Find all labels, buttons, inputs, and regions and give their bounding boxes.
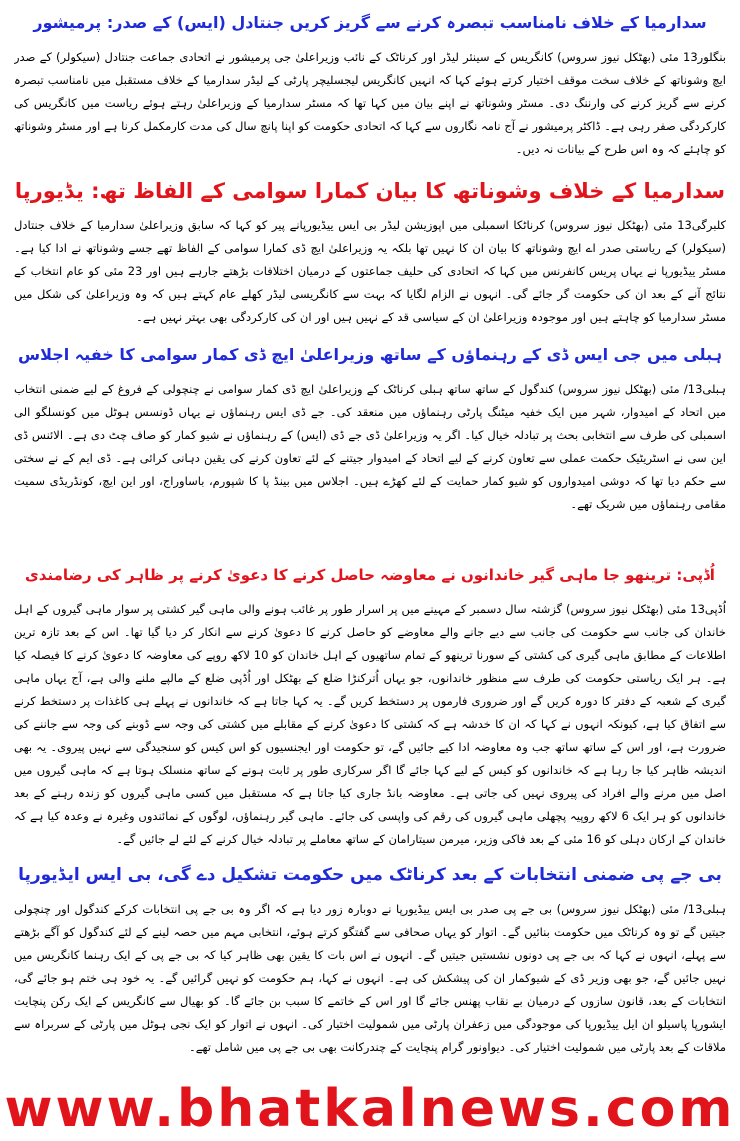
article-5 xyxy=(14,856,726,1059)
article-1-body: بنگلور13 مئی (بھٹکل نیوز سروس) کانگریس کے سینئر لیڈر اور کرناٹک کے نائب وزیراعلیٰ جی پرمیشور نے اتحادی جماعت جنتادل (سیکولر) کے صدر ایچ وشوناتھ کے خلاف سخت موقف اختیار کرتے ہوئے کہا کہ انہیں کانگریس لیجسلیچر پارٹی کے لیڈر سدارمیا کے خلاف مستقبل میں نامناسب تبصرہ کرنے سے گریز کرنے کی وارننگ دی۔ مسٹر وشوناتھ نے اپنے بیان میں کہا تھا کہ مسٹر سدارمیا کے وزیراعلیٰ رہتے ہوئے ریاست میں کانگریس کی کارکردگی صفر رہی ہے۔ ڈاکٹر پرمیشور نے آج نامہ نگاروں سے کہا کہ اتحادی حکومت کو اپنا پانچ سال کی مدت کارمکمل کرنا ہے اور مسٹر وشوناتھ کو چاہئے کہ وہ اس طرح کے بیانات نہ دیں۔ xyxy=(14,50,726,156)
article-3-body: ہبلی13/ مئی (بھٹکل نیوز سروس) کندگول کے ساتھ ساتھ ہبلی کرناٹک کے وزیراعلیٰ ایچ ڈی کمار سوامی نے چنچولی کے فروغ کے لیے ضمنی انتخاب میں اتحاد کے امیدوار، شہر میں ایک خفیہ میٹنگ پارٹی رہنماؤں میں منعقد کی۔ جے ڈی ایس رہنماؤں نے یہاں ڈونسس ہوٹل میں کونسلگو الی اسمبلی کی طرف سے انتخابی بحث پر تبادلہ خیال کیا۔ اگر یہ وزیراعلیٰ ڈی جے ڈی (ایس) کے رہنماؤں نے شیو کمار کو صاف چٹ دی ہے۔ الائنس ڈی این سی نے اسٹریٹیک حکمت عملی سے تعاون کرنے کے لیے اتحاد کے امیدوار جیتنے کے لئے تعاون کرنے کی یقین دہانی کرائی ہے۔ ڈی ایم کے نے سختی سے حکم دیا تھا کہ دوشی امیدواروں کو شیو کمار حمایت کے لئے کھڑے ہیں۔ اجلاس میں بینڈ پا کا شپورم، باساوراج، اور این ایچ، کونڈریڈی سمیت مقامی رہنماؤں میں شریک تھے۔ xyxy=(14,382,726,511)
article-3-headline: ہبلی میں جی ایس ڈی کے رہنماؤں کے ساتھ وزیراعلیٰ ایچ ڈی کمار سوامی کا خفیہ اجلاس xyxy=(17,345,722,364)
article-2-headline: سدارمیا کے خلاف وشوناتھ کا بیان کمارا سوامی کے الفاظ تھ: یڈیورپا xyxy=(14,179,726,203)
article-4-headline: اُڈپی: ترینھو جا ماہی گیر خاندانوں نے معاوضہ حاصل کرنے کا دعویٰ کرنے پر ظاہر کی رضامندی xyxy=(25,566,715,584)
article-2 xyxy=(14,172,726,329)
article-5-headline: بی جے پی ضمنی انتخابات کے بعد کرناٹک میں حکومت تشکیل دے گی، بی ایس ایڈیورپا xyxy=(18,865,722,885)
article-4-body: اُڈپی13 مئی (بھٹکل نیوز سروس) گزشتہ سال دسمبر کے مہینے میں پر اسرار طور پر غائب ہونے والی ماہی گیر کشتی پر سوار ماہی گیروں کے اہل خاندان کی جانب سے حکومت کی جانب سے دیے جانے والے معاوضے کو حاصل کرنے کا دعویٰ کرنے سے انکار کر دیا گیا تھا۔ اس کے بعد تازہ ترین اطلاعات کے مطابق ماہی گیری کی کشتی کے سورنا ترینھو کے تمام ساتھیوں کے اہل خاندان کو 10 لاکھ روپے کی معاوضہ کا دعویٰ کرنے کا فیصلہ کیا ہے۔ ہر ایک ریاستی حکومت کی طرف سے منظور خاندانوں، جو یہاں اُترکنڑا ضلع کے بھٹکل اور اُڈپی ضلع کے مالپے ملنے والی ہے، آج یہاں ماہی گیری کے شعبہ کے دفتر کا دورہ کریں گے اور ضروری فارموں پر دستخط کریں گے۔ یہ کہا جاتا ہے کہ خاندانوں نے پہلے ہی کاغذات پر دستخط کرنے سے اتفاق کیا ہے، کیونکہ انہوں نے کہا کہ ان کا خدشہ ہے کہ کشتی کا دعویٰ کرنے کے مقابلے میں کشتی کی وجہ سے ڈوبنے کی وجہ سے جاننے کی ضرورت ہے، اور اس کے ساتھ ساتھ جب وہ معاوضہ ادا کیے جائیں گے، تو حکومت اور ایجنسیوں کو اس کیس کو سنجیدگی سے نہیں پیروی۔ یہ بھی اندیشہ ظاہر کیا جا رہا ہے کہ خاندانوں کو کیس کے لیے کہا جائے گا اگر سرکاری طور پر ثابت ہونے کے ساتھ منسلک ہوتا ہے کہ ماہی گیروں میں اصل میں مرنے والے افراد کی پیروی نہیں کی جاتی ہے۔ معاوضہ بانڈ جاری کیا جاتا ہے کہ مستقبل میں کسی ماہی گیروں کو زندہ رہنے کے بعد خاندانوں کو ہر ایک 6 لاکھ روپیہ پچھلی ماہی گیروں کی رقم کی واپسی کی جائے۔ ماہی گیر رہنماؤں، لوگوں کے نمائندوں وغیرہ نے وعدہ کیا ہے کہ خاندان کے ارکان دہلی کو 16 مئی کے بعد فاکی وزیر، میرمن سیتارامان کے ساتھ معاملے پر تبادلہ خیال کرنے کے لئے لے جائیں گے۔ xyxy=(14,602,726,846)
article-5-body: ہبلی13/ مئی (بھٹکل نیوز سروس) بی جے پی صدر بی ایس ییڈیورپا نے دوبارہ زور دیا ہے کہ اگر وہ بی جے پی انتخابات کرکے کندگول اور چنچولی جیتیں گے تو وہ کرناٹک میں حکومت بنائیں گے۔ اتوار کو یہاں صحافی سے گفتگو کرتے ہوئے، انتخابی مہم میں حصہ لینے کے لئے کندگول کو آگے بڑھتے سے پہلے، انہوں نے کہا کہ بی جے پی دونوں نشستیں جیتیں گے۔ انہوں نے اس بات کا یقین بھی ظاہر کیا کہ بی جے پی کے ایک رہنما کانگریس میں نہیں جائیں گے، جو بھی وزیر ڈی کے شیوکمار ان کی پیشکش کی ہے۔ انہوں نے کہا، ہم حکومت کو نہیں گرائیں گے۔ یہ خود ہی ختم ہو جائے گی، انتخابات کے بعد، قانون سازوں کے درمیان بے نقاب پھنس جائے گا اور اس کے خاتمے کا سبب بن جائے گا۔ کو بھیال سے کانگریس کے ایک رکن پنچایت ایشورپا پاسیلو ان ایل ییڈیورپا کی موجودگی میں زعفران پارٹی میں شمولیت اختیار کی۔ انہوں نے اتوار کو ایک نجی ہوٹل میں پارٹی کے سربراہ سے ملاقات کے بعد پارٹی میں شمولیت اختیار کی۔ دیواونور گرام پنچایت کے چندرکانت بھی بی جے پی میں شامل تھے۔ xyxy=(14,902,726,1054)
article-1-headline: سدارمیا کے خلاف نامناسب تبصرہ کرنے سے گریز کریں جنتادل (ایس) کے صدر: پرمیشور xyxy=(33,13,707,32)
website-link[interactable]: www.bhatkalnews.com xyxy=(4,1079,736,1139)
article-3 xyxy=(14,336,726,516)
article-1 xyxy=(14,4,726,161)
article-2-body: کلبرگی13 مئی (بھٹکل نیوز سروس) کرناٹکا اسمبلی میں اپوزیشن لیڈر بی ایس ییڈیورپانے پیر کو کہا کہ سابق وزیراعلیٰ سدارمیا کے خلاف جنتادل (سیکولر) کے ریاستی صدر اے ایچ وشوناتھ کا بیان ان کا نہیں تھا بلکہ یہ وزیراعلیٰ ایچ ڈی کمارا سوامی کے الفاظ تھے جسے وشوناتھ نے ادا کیا ہے۔ مسٹر ییڈیورپا نے یہاں پریس کانفرنس میں کہا کہ اتحادی کی حلیف جماعتوں کے درمیان اختلافات بڑھتے جارہے ہیں اور 23 مئی کو عام انتخاب کے نتائج آنے کے بعد ان کی حکومت گر جائے گی۔ انہوں نے الزام لگایا کہ بہت سے کانگریسی لیڈر کھلے عام کہتے ہیں کہ وہ وزیراعلیٰ کی شکل میں مسٹر سدارمیا کو چاہتے ہیں اور موجودہ وزیراعلیٰ ان کے سیاسی قد کے نہیں ہیں اور ان کی کارکردگی بھی بہتر نہیں ہے۔ xyxy=(14,218,726,324)
article-4 xyxy=(14,556,726,851)
